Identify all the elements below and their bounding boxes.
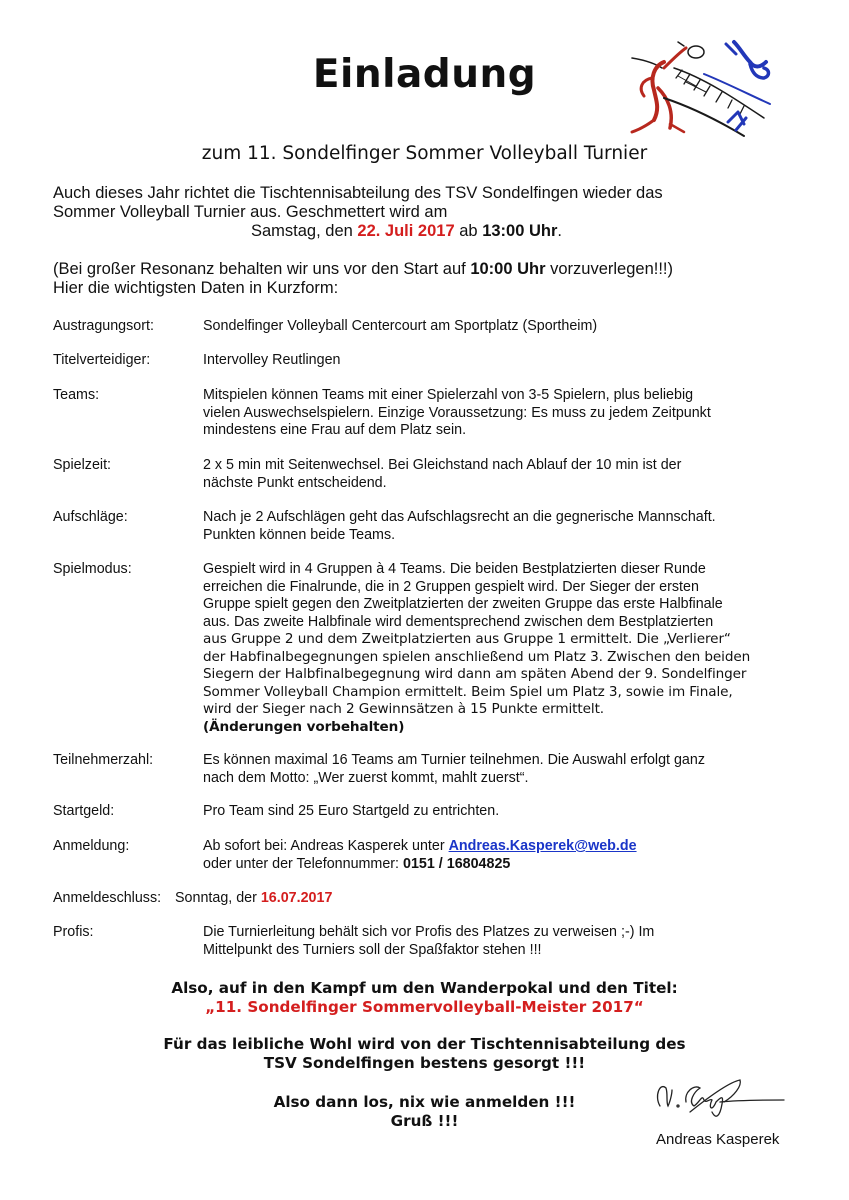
spielmodus-line: wird der Sieger nach 2 Gewinnsätzen à 15 Punkte ermittelt.	[203, 701, 605, 718]
label-aufschlaege: Aufschläge:	[53, 509, 128, 525]
teilnehmer-line: nach dem Motto: „Wer zuerst kommt, mahlt zuerst“.	[203, 769, 529, 786]
value-spielmodus	[203, 561, 803, 631]
label-austragungsort: Austragungsort:	[53, 318, 154, 334]
aufschlaege-line: Punkten können beide Teams.	[203, 526, 396, 543]
value-titelverteidiger: Intervolley Reutlingen	[203, 352, 341, 368]
spielmodus-line: der Habfinalbegegnungen spielen anschließend um Platz 3. Zwischen den beiden	[203, 648, 751, 665]
spielmodus-line: Sommer Volleyball Champion ermittelt. Beim Spiel um Platz 3, sowie im Finale,	[203, 683, 733, 700]
value-anmeldung	[203, 838, 803, 873]
signature-name: Andreas Kasperek	[656, 1131, 780, 1148]
intro-line-1: Auch dieses Jahr richtet die Tischtennisabteilung des TSV Sondelfingen wieder das	[53, 184, 663, 202]
value-spielmodus-cont	[203, 631, 803, 737]
value-teilnehmerzahl	[203, 752, 803, 787]
anmeldung-line-1	[203, 838, 803, 856]
value-spielzeit	[203, 457, 803, 492]
label-anmeldeschluss: Anmeldeschluss:	[53, 890, 162, 906]
closing-line-1: Also, auf in den Kampf um den Wanderpokal und den Titel:	[171, 979, 678, 997]
date-suffix: .	[557, 222, 562, 240]
closing-line-4: TSV Sondelfingen bestens gesorgt !!!	[263, 1054, 586, 1072]
early-start-time: 10:00 Uhr	[470, 260, 546, 278]
closing-line-6: Gruß !!!	[390, 1112, 459, 1130]
spielmodus-line: Gruppe spielt gegen den Zweitplatzierten der zweiten Gruppe das erste Halbfinale	[203, 596, 723, 613]
volleyball-players-logo-icon	[624, 38, 774, 140]
intro-line-2: Sommer Volleyball Turnier aus. Geschmettert wird am	[53, 203, 448, 221]
spielmodus-line: Siegern der Halbfinalbegegnung wird dann am späten Abend der 9. Sondelfinger	[203, 666, 747, 683]
signature-icon	[650, 1072, 790, 1122]
deadline-date: 16.07.2017	[260, 890, 333, 906]
teilnehmer-line: Es können maximal 16 Teams am Turnier teilnehmen. Die Auswahl erfolgt ganz	[203, 752, 705, 768]
spielzeit-line: 2 x 5 min mit Seitenwechsel. Bei Gleichstand nach Ablauf der 10 min ist der	[203, 457, 682, 473]
aufschlaege-line: Nach je 2 Aufschlägen geht das Aufschlagsrecht an die gegnerische Mannschaft.	[203, 509, 716, 525]
early-start-note	[53, 260, 813, 279]
page-subtitle: zum 11. Sondelfinger Sommer Volleyball Turnier	[201, 143, 648, 164]
event-date: 22. Juli 2017	[357, 222, 455, 240]
spielmodus-line: Gespielt wird in 4 Gruppen à 4 Teams. Die beiden Bestplatzierten dieser Runde	[203, 561, 706, 577]
email-link[interactable]: Andreas.Kasperek@web.de	[448, 838, 637, 854]
value-aufschlaege	[203, 509, 803, 544]
value-profis	[203, 924, 803, 959]
anmeldung-prefix: Ab sofort bei: Andreas Kasperek unter	[203, 838, 449, 854]
event-time: 13:00 Uhr	[482, 222, 558, 240]
profis-line: Die Turnierleitung behält sich vor Profis des Platzes zu verweisen ;-) Im	[203, 924, 655, 940]
page-title: Einladung	[312, 52, 537, 97]
summary-line: Hier die wichtigsten Daten in Kurzform:	[53, 279, 339, 297]
label-spielmodus: Spielmodus:	[53, 561, 132, 577]
event-date-line	[53, 222, 813, 241]
value-austragungsort: Sondelfinger Volleyball Centercourt am Sportplatz (Sportheim)	[203, 318, 598, 334]
note-prefix: (Bei großer Resonanz behalten wir uns vor den Start auf	[53, 260, 471, 278]
phone-prefix: oder unter der Telefonnummer:	[203, 855, 404, 872]
date-prefix: Samstag, den	[251, 222, 358, 240]
intro-text	[53, 184, 813, 298]
schluss-prefix: Sonntag, der	[175, 890, 261, 906]
label-startgeld: Startgeld:	[53, 803, 115, 819]
spielmodus-line: aus. Das zweite Halbfinale wird dementsprechend zwischen dem Bestplatzierten	[203, 613, 714, 630]
value-startgeld: Pro Team sind 25 Euro Startgeld zu entrichten.	[203, 803, 500, 819]
teams-line: vielen Auswechselspielern. Einzige Voraussetzung: Es muss zu jedem Zeitpunkt	[203, 404, 711, 421]
label-spielzeit: Spielzeit:	[53, 457, 112, 473]
spielmodus-line: aus Gruppe 2 und dem Zweitplatzierten aus Gruppe 1 ermittelt. Die „Verlierer“	[203, 631, 731, 647]
closing-title: „11. Sondelfinger Sommervolleyball-Meister 2017“	[205, 998, 644, 1016]
spielmodus-note: (Änderungen vorbehalten)	[203, 718, 405, 735]
label-titelverteidiger: Titelverteidiger:	[53, 352, 151, 368]
profis-line: Mittelpunkt des Turniers soll der Spaßfaktor stehen !!!	[203, 941, 542, 958]
value-anmeldeschluss	[175, 890, 332, 908]
note-suffix: vorzuverlegen!!!)	[545, 260, 673, 278]
spielmodus-line: erreichen die Finalrunde, die in 2 Gruppen gespielt wird. Der Sieger der ersten	[203, 578, 699, 595]
date-mid: ab	[454, 222, 483, 240]
teams-line: mindestens eine Frau auf dem Platz sein.	[203, 422, 467, 439]
anmeldung-line-2	[203, 856, 803, 874]
label-profis: Profis:	[53, 924, 94, 940]
spielzeit-line: nächste Punkt entscheidend.	[203, 474, 387, 491]
closing-call: Also dann los, nix wie anmelden !!!	[273, 1093, 576, 1111]
label-teilnehmerzahl: Teilnehmerzahl:	[53, 752, 154, 768]
label-teams: Teams:	[53, 387, 100, 403]
teams-line: Mitspielen können Teams mit einer Spielerzahl von 3-5 Spielern, plus beliebig	[203, 387, 694, 403]
label-anmeldung: Anmeldung:	[53, 838, 130, 854]
value-teams	[203, 387, 803, 440]
phone-number: 0151 / 16804825	[403, 855, 511, 872]
closing-line-3: Für das leibliche Wohl wird von der Tischtennisabteilung des	[163, 1035, 686, 1053]
